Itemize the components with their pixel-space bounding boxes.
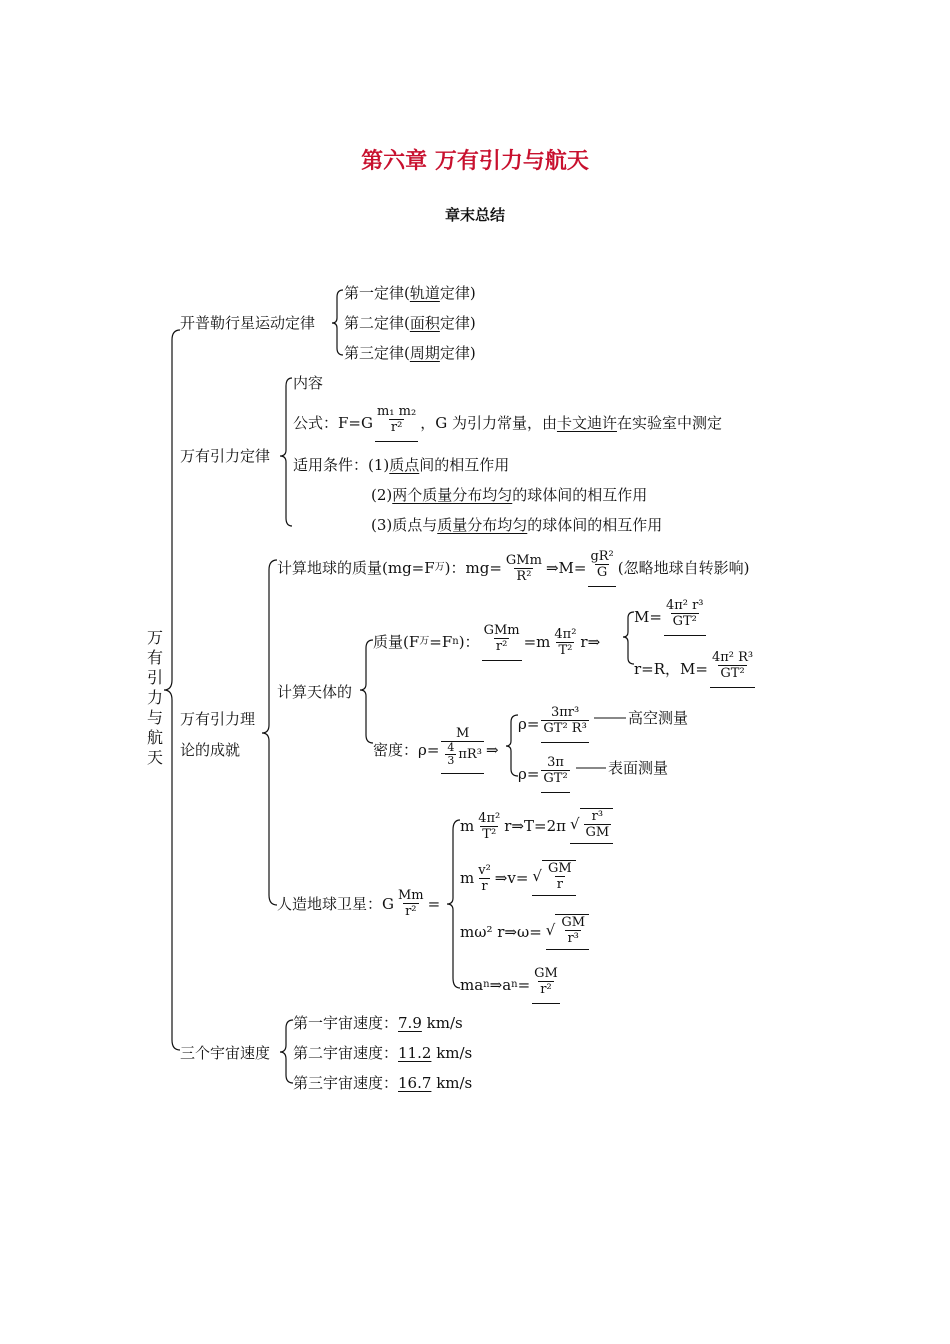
- satellite-row: 人造地球卫星：G $\frac{Mm}{\text{r²}}$ =: [277, 888, 441, 919]
- mass-brace: [623, 612, 634, 664]
- gravitation-brace: [280, 378, 292, 526]
- celestial-mass-row: 质量(F 万 =F n )： GMm r² =m 4π² T² r⇒: [373, 623, 600, 661]
- kepler-node: 开普勒行星运动定律: [180, 314, 316, 332]
- achievements-brace: [262, 560, 277, 905]
- kepler-law-3: 第三定律(周期定律): [344, 344, 476, 362]
- first-cosmic-velocity: 第一宇宙速度：7.9 km/s: [293, 1014, 463, 1032]
- earth-mass-row: 计算地球的质量(mg=F 万 )：mg= GMm R² ⇒M= $\frac{\text{gR²}}{G}$ (忽略地球自转影响): [277, 549, 749, 587]
- root-brace: [164, 330, 180, 1050]
- gravitation-content: 内容: [293, 374, 324, 392]
- mass-result-1: M= $\frac{\text{4π² r³}}{\text{GT²}}$: [634, 598, 708, 636]
- celestial-brace: [360, 640, 373, 743]
- third-cosmic-velocity: 第三宇宙速度：16.7 km/s: [293, 1074, 473, 1092]
- root-node: 万有引力与航天: [146, 628, 163, 767]
- achievements-node-line1: 万有引力理: [180, 710, 256, 728]
- gravitation-condition-1: 适用条件：(1)质点间的相互作用: [293, 456, 510, 474]
- gravitation-node: 万有引力定律: [180, 447, 271, 465]
- high-altitude-label: 高空测量: [628, 709, 689, 727]
- satellite-velocity: m v² r ⇒v= √ $\frac{GM}{r}$: [460, 860, 576, 896]
- satellite-angular-velocity: mω² r⇒ω= √ $\frac{GM}{\text{r³}}$: [460, 914, 589, 950]
- satellite-period: m 4π² T² r⇒T=2π √ $\frac{\text{r³}}{GM}$: [460, 808, 613, 844]
- kepler-brace: [332, 290, 343, 355]
- density-row: 密度：ρ= M 4 3 πR³ ⇒: [373, 726, 499, 774]
- section-subtitle: 章末总结: [444, 206, 505, 224]
- chapter-title: 第六章 万有引力与航天: [361, 148, 589, 174]
- cosmic-node: 三个宇宙速度: [180, 1044, 271, 1062]
- achievements-node-line2: 论的成就: [180, 741, 241, 759]
- mass-result-2: r=R，M= $\frac{\text{4π² R³}}{\text{GT²}}$: [634, 650, 757, 688]
- satellite-acceleration: ma n ⇒a n = $\frac{GM}{\text{r²}}$: [460, 966, 562, 1004]
- kepler-law-1: 第一定律(轨道定律): [344, 284, 476, 302]
- celestial-node: 计算天体的: [277, 683, 353, 701]
- surface-label: 表面测量: [608, 759, 669, 777]
- gravitation-condition-3: (3)质点与质量分布均匀的球体间的相互作用: [371, 516, 663, 534]
- kepler-law-2: 第二定律(面积定律): [344, 314, 476, 332]
- density-brace: [506, 715, 518, 776]
- second-cosmic-velocity: 第二宇宙速度：11.2 km/s: [293, 1044, 473, 1062]
- density-result-1: ρ= $\frac{\text{3πr³}}{\text{GT² R³}}$: [518, 705, 591, 743]
- density-result-2: ρ= $\frac{3\pi}{\text{GT²}}$: [518, 755, 572, 793]
- gravitation-condition-2: (2)两个质量分布均匀的球体间的相互作用: [371, 486, 648, 504]
- gravitation-formula: 公式：F=G m₁ m₂ r² ，G 为引力常量，由 卡文迪许 在实验室中测定: [293, 404, 722, 442]
- cosmic-brace: [280, 1020, 293, 1083]
- satellite-brace: [447, 820, 460, 988]
